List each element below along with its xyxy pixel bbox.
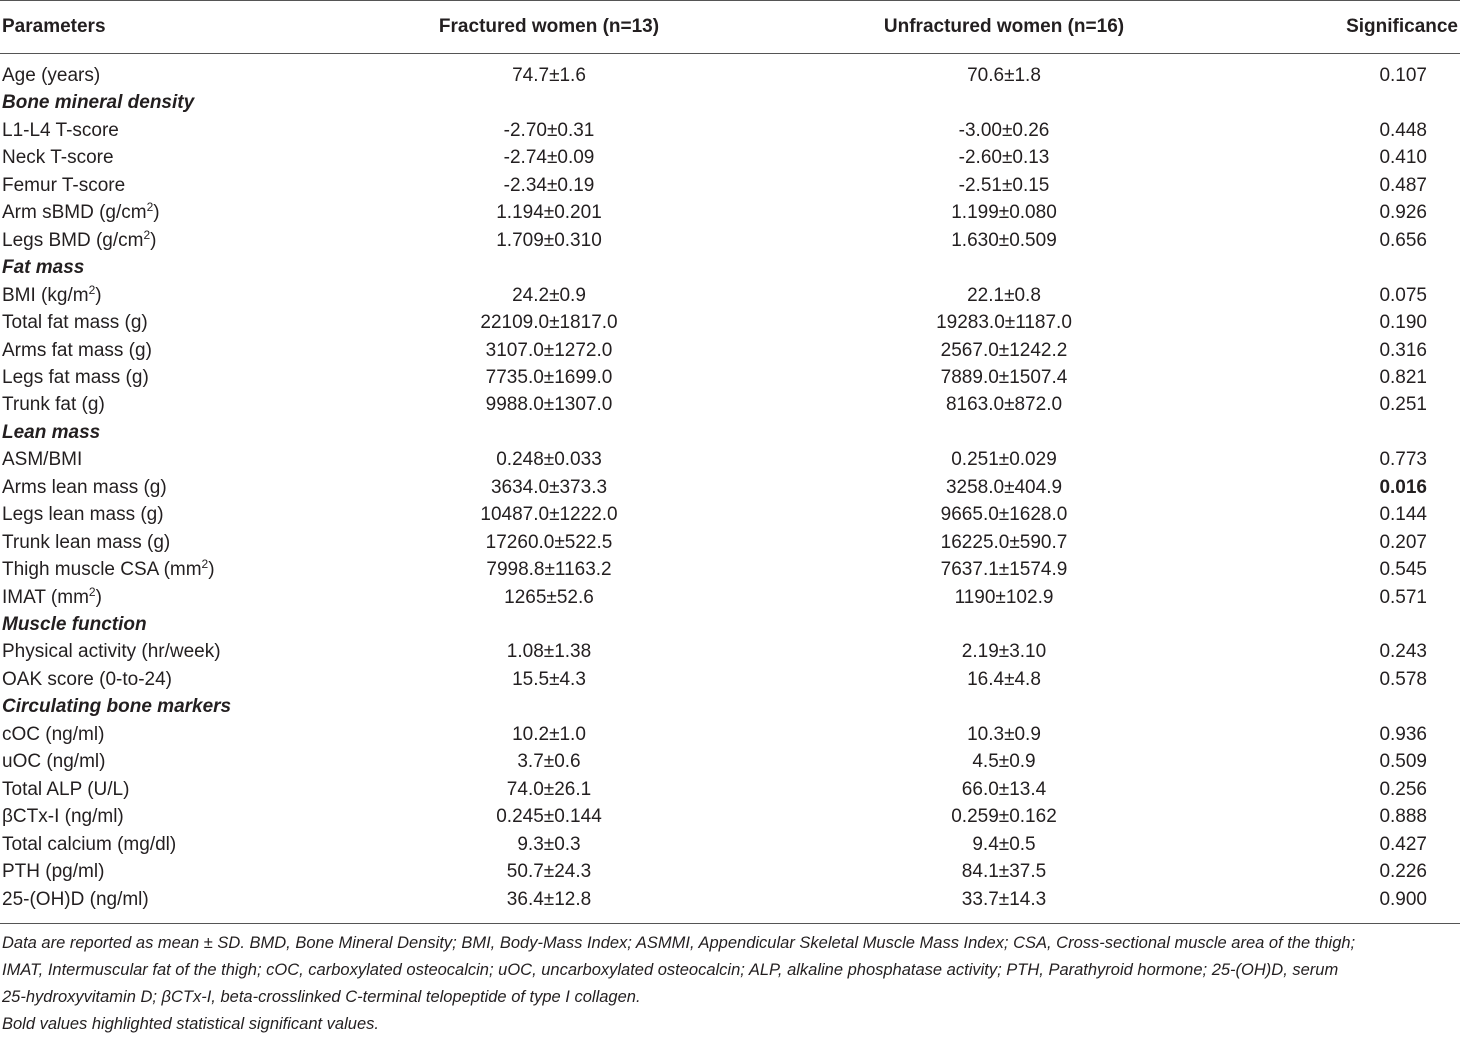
parameter-cell	[2, 776, 129, 803]
fractured-value-cell: 10487.0±1222.0	[480, 504, 618, 526]
significance-cell: 0.016	[1379, 476, 1427, 498]
table-row	[0, 309, 1460, 336]
section-header-row	[0, 254, 1460, 281]
unfractured-value-cell: -2.60±0.13	[958, 147, 1050, 169]
unfractured-value-cell: 0.259±0.162	[951, 806, 1057, 828]
parameter-label: PTH (pg/ml)	[2, 861, 105, 883]
parameter-cell	[2, 144, 114, 171]
unfractured-value-cell: 19283.0±1187.0	[936, 312, 1072, 334]
unfractured-value-cell: 84.1±37.5	[961, 861, 1047, 883]
parameter-cell	[2, 474, 167, 501]
parameter-label: Legs lean mass (g)	[2, 504, 164, 526]
parameter-cell	[2, 309, 148, 336]
table-row	[0, 803, 1460, 830]
parameter-cell	[2, 529, 170, 556]
unfractured-value-cell: 10.3±0.9	[967, 723, 1041, 745]
parameter-label: Femur T-score	[2, 174, 126, 196]
fractured-value-cell: 15.5±4.3	[512, 668, 586, 690]
parameter-label: 25-(OH)D (ng/ml)	[2, 888, 149, 910]
table-row	[0, 144, 1460, 171]
table-row	[0, 227, 1460, 254]
fractured-value-cell: -2.34±0.19	[503, 174, 595, 196]
fractured-value-cell: 10.2±1.0	[512, 723, 586, 745]
unfractured-value-cell: 7889.0±1507.4	[940, 366, 1068, 388]
parameter-label: cOC (ng/ml)	[2, 723, 105, 745]
unit-superscript: 2	[88, 584, 96, 599]
parameter-label: BMI (kg/m	[2, 284, 89, 306]
unfractured-value-cell: 16.4±4.8	[967, 668, 1041, 690]
unfractured-value-cell: 33.7±14.3	[961, 888, 1047, 910]
parameter-label: OAK score (0-to-24)	[2, 668, 172, 690]
parameter-label: uOC (ng/ml)	[2, 751, 106, 773]
parameter-label-end: )	[150, 229, 157, 251]
significance-cell: 0.251	[1379, 394, 1427, 416]
fractured-value-cell: -2.74±0.09	[503, 147, 595, 169]
unfractured-value-cell: 4.5±0.9	[972, 751, 1036, 773]
fractured-value-cell: 22109.0±1817.0	[480, 312, 618, 334]
unit-superscript: 2	[201, 557, 209, 572]
parameter-cell	[2, 62, 100, 89]
parameter-label: Trunk lean mass (g)	[2, 531, 171, 553]
section-header-row	[0, 693, 1460, 720]
significance-cell: 0.545	[1379, 559, 1427, 581]
unfractured-value-cell: 7637.1±1574.9	[940, 559, 1068, 581]
header-unfractured: Unfractured women (n=16)	[883, 16, 1125, 37]
unfractured-value-cell: -3.00±0.26	[958, 119, 1050, 141]
unfractured-value-cell: 1.630±0.509	[951, 229, 1057, 251]
fractured-value-cell: 9.3±0.3	[517, 833, 581, 855]
significance-cell: 0.888	[1379, 806, 1427, 828]
significance-cell: 0.487	[1379, 174, 1427, 196]
significance-cell: 0.226	[1379, 861, 1427, 883]
unfractured-value-cell: 9665.0±1628.0	[940, 504, 1068, 526]
parameter-cell	[2, 501, 164, 528]
unfractured-value-cell: 22.1±0.8	[967, 284, 1041, 306]
parameter-cell	[2, 721, 104, 748]
table-row	[0, 858, 1460, 885]
significance-cell: 0.243	[1379, 641, 1427, 663]
parameter-label: ASM/BMI	[2, 449, 83, 471]
fractured-value-cell: 74.0±26.1	[506, 778, 592, 800]
parameter-cell	[2, 391, 105, 418]
fractured-value-cell: 3634.0±373.3	[490, 476, 608, 498]
unfractured-value-cell: 2.19±3.10	[961, 641, 1047, 663]
parameter-label: Total calcium (mg/dl)	[2, 833, 177, 855]
table-top-rule	[0, 0, 1460, 1]
parameter-cell	[2, 858, 104, 885]
parameter-label: L1-L4 T-score	[2, 119, 119, 141]
parameter-label: Neck T-score	[2, 147, 114, 169]
table-row	[0, 199, 1460, 226]
parameter-cell	[2, 337, 152, 364]
fractured-value-cell: 1.709±0.310	[496, 229, 602, 251]
table-row	[0, 501, 1460, 528]
significance-cell: 0.571	[1379, 586, 1427, 608]
fractured-value-cell: 50.7±24.3	[506, 861, 592, 883]
fractured-value-cell: 1.194±0.201	[496, 202, 602, 224]
parameter-label: Legs BMD (g/cm	[2, 229, 144, 251]
significance-cell: 0.256	[1379, 778, 1427, 800]
significance-cell: 0.926	[1379, 202, 1427, 224]
significance-cell: 0.316	[1379, 339, 1427, 361]
fractured-value-cell: 74.7±1.6	[512, 65, 586, 86]
section-title: Fat mass	[2, 257, 85, 279]
table-header-row	[0, 13, 1460, 40]
unfractured-value-cell: 66.0±13.4	[961, 778, 1047, 800]
table-row	[0, 282, 1460, 309]
significance-cell: 0.207	[1379, 531, 1427, 553]
parameter-label: Arms lean mass (g)	[2, 476, 167, 498]
parameter-cell	[2, 584, 102, 611]
table-row	[0, 474, 1460, 501]
header-fractured: Fractured women (n=13)	[438, 16, 660, 37]
parameter-cell	[2, 446, 82, 473]
fractured-value-cell: 7998.8±1163.2	[486, 559, 612, 581]
unfractured-value-cell: 70.6±1.8	[967, 65, 1041, 86]
parameter-label: βCTx-I (ng/ml)	[2, 806, 124, 828]
table-row	[0, 172, 1460, 199]
footnote-line: IMAT, Intermuscular fat of the thigh; cOC, carboxylated osteocalcin; uOC, uncarboxylated osteocalcin; ALP, alkaline phosphatase activity; PTH, Parathyroid hormone; 25-(OH)D, serum	[2, 961, 1339, 979]
table-row	[0, 886, 1460, 913]
fractured-value-cell: 0.248±0.033	[496, 449, 602, 471]
section-title: Lean mass	[2, 421, 101, 443]
fractured-value-cell: 17260.0±522.5	[485, 531, 613, 553]
parameter-cell	[2, 199, 160, 226]
parameter-label: Total ALP (U/L)	[2, 778, 130, 800]
fractured-value-cell: 0.245±0.144	[496, 806, 602, 828]
header-parameters: Parameters	[2, 16, 106, 37]
significance-cell: 0.075	[1379, 284, 1427, 306]
section-header-row	[0, 611, 1460, 638]
unfractured-value-cell: 1.199±0.080	[951, 202, 1057, 224]
parameter-cell	[2, 748, 105, 775]
footnote-line: Data are reported as mean ± SD. BMD, Bone Mineral Density; BMI, Body-Mass Index; ASMMI, Appendicular Skeletal Muscle Mass Index; CSA, Cross-sectional muscle area of the thigh;	[2, 934, 1356, 952]
unfractured-value-cell: 16225.0±590.7	[940, 531, 1068, 553]
unfractured-value-cell: 1190±102.9	[954, 586, 1054, 608]
fractured-value-cell: 3107.0±1272.0	[485, 339, 613, 361]
table-row	[0, 748, 1460, 775]
parameter-label-end: )	[153, 202, 160, 224]
parameter-cell	[2, 556, 215, 583]
section-header-row	[0, 89, 1460, 116]
parameter-label: Thigh muscle CSA (mm	[2, 559, 202, 581]
significance-cell: 0.144	[1379, 504, 1427, 526]
fractured-value-cell: 9988.0±1307.0	[485, 394, 613, 416]
fractured-value-cell: 1265±52.6	[504, 586, 594, 608]
parameter-cell	[2, 172, 125, 199]
parameter-cell	[2, 282, 102, 309]
fractured-value-cell: 1.08±1.38	[506, 641, 592, 663]
significance-cell: 0.190	[1379, 312, 1427, 334]
table-row	[0, 638, 1460, 665]
parameter-cell	[2, 227, 157, 254]
unit-superscript: 2	[88, 282, 96, 297]
table-row	[0, 721, 1460, 748]
parameter-cell	[2, 666, 172, 693]
table-row	[0, 391, 1460, 418]
header-significance: Significance	[1346, 16, 1458, 37]
significance-cell: 0.656	[1379, 229, 1427, 251]
fractured-value-cell: -2.70±0.31	[503, 119, 595, 141]
unfractured-value-cell: 2567.0±1242.2	[940, 339, 1068, 361]
parameter-label: Age (years)	[2, 65, 101, 86]
section-header-row	[0, 419, 1460, 446]
significance-cell: 0.410	[1379, 147, 1427, 169]
parameter-cell	[2, 638, 221, 665]
parameter-label: Total fat mass (g)	[2, 312, 148, 334]
significance-cell: 0.821	[1379, 366, 1427, 388]
significance-cell: 0.107	[1379, 65, 1427, 86]
parameter-cell	[2, 886, 149, 913]
table-row	[0, 337, 1460, 364]
unfractured-value-cell: 3258.0±404.9	[945, 476, 1063, 498]
parameter-label: Arm sBMD (g/cm	[2, 202, 147, 224]
significance-cell: 0.936	[1379, 723, 1427, 745]
significance-cell: 0.900	[1379, 888, 1427, 910]
unit-superscript: 2	[143, 227, 151, 242]
footnote-bold-note: Bold values highlighted statistical significant values.	[2, 1015, 379, 1033]
significance-cell: 0.448	[1379, 119, 1427, 141]
fractured-value-cell: 36.4±12.8	[506, 888, 592, 910]
significance-cell: 0.773	[1379, 449, 1427, 471]
unfractured-value-cell: 9.4±0.5	[972, 833, 1036, 855]
parameter-label: Legs fat mass (g)	[2, 366, 149, 388]
table-row	[0, 446, 1460, 473]
table-bottom-rule	[0, 923, 1460, 924]
table-row	[0, 62, 1460, 89]
parameter-cell	[2, 364, 149, 391]
unit-superscript: 2	[146, 200, 154, 215]
parameter-label: Trunk fat (g)	[2, 394, 105, 416]
table-row	[0, 117, 1460, 144]
table-row	[0, 556, 1460, 583]
section-title: Bone mineral density	[2, 92, 195, 114]
parameter-cell	[2, 831, 176, 858]
parameter-cell	[2, 117, 119, 144]
significance-cell: 0.578	[1379, 668, 1427, 690]
table-header-rule	[0, 53, 1460, 54]
parameter-cell	[2, 803, 124, 830]
significance-cell: 0.427	[1379, 833, 1427, 855]
table-row	[0, 364, 1460, 391]
unfractured-value-cell: 8163.0±872.0	[945, 394, 1063, 416]
fractured-value-cell: 24.2±0.9	[512, 284, 586, 306]
section-title: Muscle function	[2, 614, 147, 635]
table-footnote	[2, 930, 1458, 1038]
footnote-line: 25-hydroxyvitamin D; βCTx-I, beta-crosslinked C-terminal telopeptide of type I collagen.	[2, 988, 641, 1006]
table-row	[0, 584, 1460, 611]
table-row	[0, 776, 1460, 803]
parameter-label: Physical activity (hr/week)	[2, 641, 221, 663]
table-row	[0, 529, 1460, 556]
table-row	[0, 831, 1460, 858]
fractured-value-cell: 7735.0±1699.0	[485, 366, 613, 388]
section-title: Circulating bone markers	[2, 696, 232, 718]
parameter-label-end: )	[95, 586, 102, 608]
parameter-label-end: )	[208, 559, 215, 581]
unfractured-value-cell: 0.251±0.029	[951, 449, 1057, 471]
table-row	[0, 666, 1460, 693]
parameter-label-end: )	[95, 284, 102, 306]
parameter-label: Arms fat mass (g)	[2, 339, 152, 361]
unfractured-value-cell: -2.51±0.15	[958, 174, 1050, 196]
significance-cell: 0.509	[1379, 751, 1427, 773]
fractured-value-cell: 3.7±0.6	[517, 751, 581, 773]
parameter-label: IMAT (mm	[2, 586, 89, 608]
